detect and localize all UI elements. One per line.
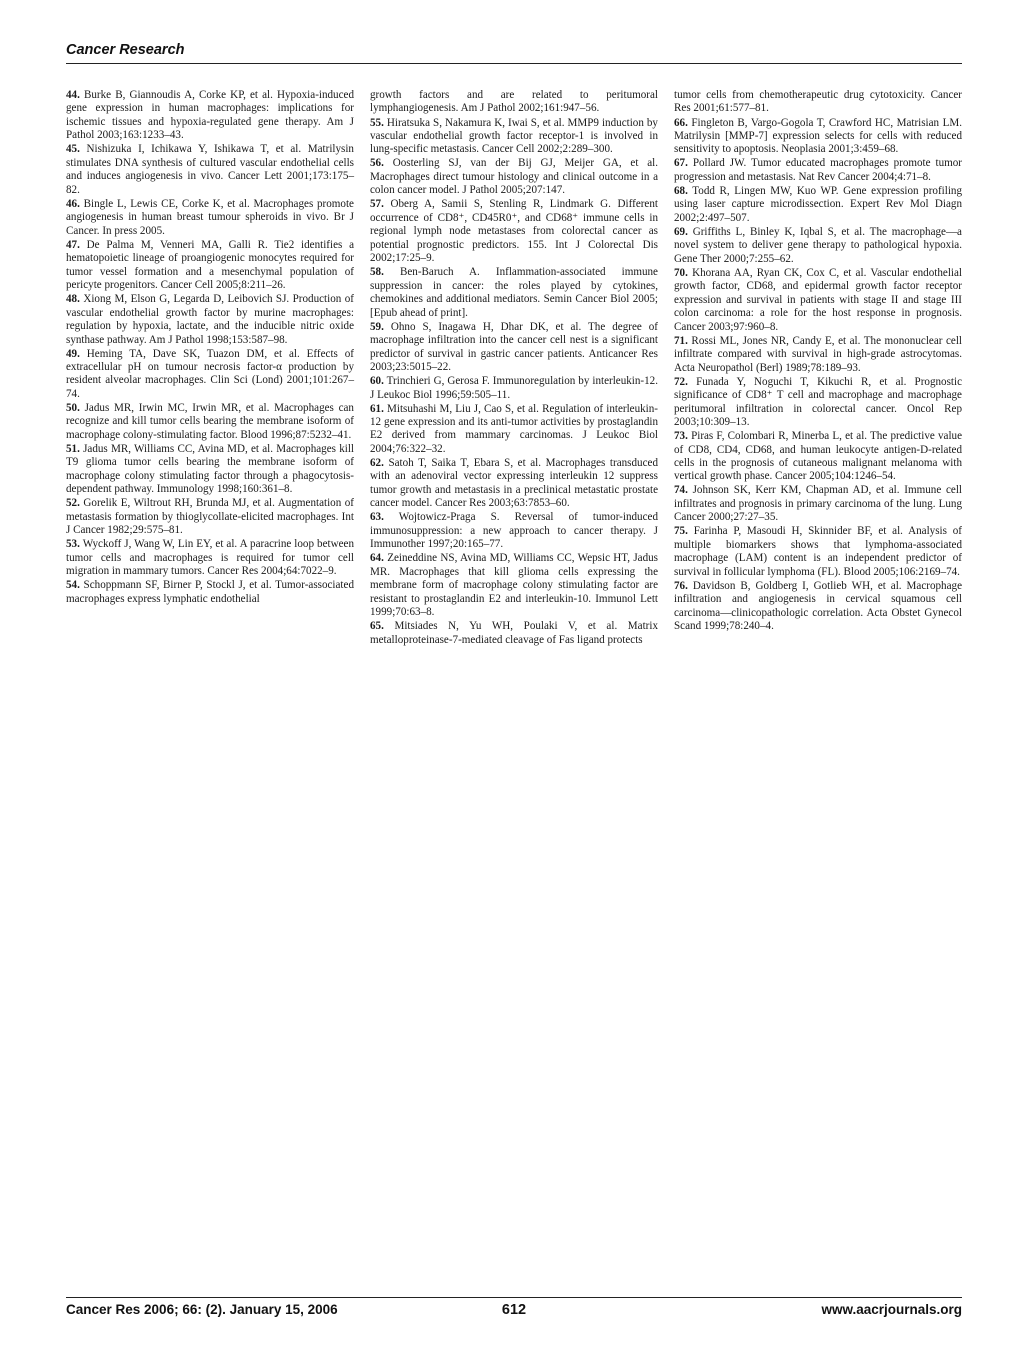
reference-text: Mitsuhashi M, Liu J, Cao S, et al. Regulation of interleukin-12 gene expression and its anti-tumor activities by prostaglandin E2 derived from mammary carcinomas. J Leukoc Biol 2004;76:322–32. [370,402,659,455]
reference-text: Khorana AA, Ryan CK, Cox C, et al. Vascular endothelial growth factor, CD68, and epidermal growth factor receptor expression and survival in patients with stage II and stage III colon carcinoma: a role for the host response in prognosis. Cancer 2003;97:960–8. [674,266,962,333]
header-rule [66,63,962,64]
reference-text: De Palma M, Venneri MA, Galli R. Tie2 identifies a hematopoietic lineage of proangiogenic monocytes required for tumor vessel formation and a mesenchymal population of pericyte progenitors. Cancer Cell 2005;8:211–26. [66,238,354,292]
reference-number: 48. [66,293,80,306]
reference-number: 44. [66,89,80,101]
reference-text: Ohno S, Inagawa H, Dhar DK, et al. The degree of macrophage infiltration into the cancer cell nest is a significant predictor of survival in gastric cancer patients. Anticancer Res 2003;23:5015–22. [370,320,658,374]
reference-number: 56. [370,157,384,170]
reference-item [370,117,658,157]
reference-item [370,157,658,197]
reference-item [370,620,658,647]
reference-item [370,511,658,551]
reference-text: Burke B, Giannoudis A, Corke KP, et al. Hypoxia-induced gene expression in human macrophages: implications for ischemic tissues and hypoxia-regulated gene therapy. Am J Pathol 2003;163:1233–43. [66,89,355,142]
reference-text: Funada Y, Noguchi T, Kikuchi R, et al. Prognostic significance of CD8⁺ T cell and macrophage and macrophage peritumoral infiltration in colorectal cancer. Oncol Rep 2003;10:309–13. [674,375,962,429]
reference-item [66,443,354,497]
reference-number: 49. [66,347,80,360]
reference-number: 65. [370,620,384,633]
reference-continuation: growth factors and are related to peritumoral lymphangiogenesis. Am J Pathol 2002;161:947–56. [370,89,658,115]
reference-item [370,375,658,402]
page-footer [66,1302,962,1322]
reference-number: 51. [66,442,80,455]
reference-number: 58. [370,266,384,279]
reference-item [66,143,354,197]
reference-item [66,293,354,347]
reference-number: 76. [674,579,688,592]
reference-item [674,335,962,375]
reference-item [66,538,354,578]
reference-text: Oberg A, Samii S, Stenling R, Lindmark G. Different occurrence of CD8⁺, CD45R0⁺, and CD68⁺ immune cells in regional lymph node metastases from colorectal cancer as potential prognostic predictors. 155. Int J Colorectal Dis 2002;17:25–9. [370,198,658,265]
reference-item [370,266,658,320]
reference-item [66,579,354,606]
reference-number: 72. [674,375,688,388]
reference-text: Schoppmann SF, Birner P, Stockl J, et al. Tumor-associated macrophages express lymphatic endothelial [66,579,354,605]
footer-url: www.aacrjournals.org [821,1302,962,1317]
reference-text: Wyckoff J, Wang W, Lin EY, et al. A paracrine loop between tumor cells and macrophages is required for tumor cell migration in mammary tumors. Cancer Res 2004;64:7022–9. [66,538,354,578]
reference-item [66,348,354,402]
reference-column-3 [674,89,962,648]
reference-number: 66. [674,116,688,129]
reference-number: 63. [370,511,384,524]
reference-item [66,239,354,293]
reference-item [66,497,354,537]
reference-number: 50. [66,401,80,414]
reference-item [674,525,962,579]
reference-number: 46. [66,197,80,210]
reference-item [66,89,354,143]
reference-text: Bingle L, Lewis CE, Corke K, et al. Macrophages promote angiogenesis in human breast tumour spheroids in vivo. Br J Cancer. In press 2005. [66,197,354,237]
reference-item [66,198,354,238]
reference-text: Trinchieri G, Gerosa F. Immunoregulation by interleukin-12. J Leukoc Biol 1996;59:505–11. [370,375,658,401]
reference-text: Johnson SK, Kerr KM, Chapman AD, et al. Immune cell infiltrates and prognosis in primary carcinoma of the lung. Lung Cancer 2000;27:27–35. [674,484,962,524]
reference-number: 47. [66,238,80,251]
reference-text: Xiong M, Elson G, Legarda D, Leibovich SJ. Production of vascular endothelial growth factor by murine macrophages: regulation by hypoxia, lactate, and the inducible nitric oxide synthase pathway. Am J Pathol 1998;153:587–98. [66,293,354,346]
reference-continuation: tumor cells from chemotherapeutic drug cytotoxicity. Cancer Res 2001;61:577–81. [674,89,962,115]
reference-text: Griffiths L, Binley K, Iqbal S, et al. The macrophage—a novel system to deliver gene therapy to pathological hypoxia. Gene Ther 2000;7:255–62. [674,225,962,265]
reference-number: 73. [674,430,688,443]
reference-text: Zeineddine NS, Avina MD, Williams CC, Wepsic HT, Jadus MR. Macrophages that kill glioma cells expressing the membrane form of macrophage colony stimulating factor are resistant to prostaglandin E2 and interleukin-10. Immunol Lett 1999;70:63–8. [370,552,658,619]
reference-item [370,198,658,265]
reference-number: 54. [66,579,80,592]
reference-number: 71. [674,334,688,347]
reference-item [66,402,354,442]
reference-text: Fingleton B, Vargo-Gogola T, Crawford HC, Matrisian LM. Matrilysin [MMP-7] expression selects for cells with reduced sensitivity to apoptosis. Neoplasia 2001;3:459–68. [674,116,962,156]
reference-text: Heming TA, Dave SK, Tuazon DM, et al. Effects of extracellular pH on tumour necrosis factor-α production by resident alveolar macrophages. Clin Sci (Lond) 2001;101:267–74. [66,347,354,400]
journal-title: Cancer Research [66,42,185,58]
reference-number: 53. [66,538,80,551]
reference-text: Todd R, Lingen MW, Kuo WP. Gene expression profiling using laser capture microdissection. Expert Rev Mol Diagn 2002;2:497–507. [674,184,963,224]
reference-text: Rossi ML, Jones NR, Candy E, et al. The mononuclear cell infiltrate compared with survival in high-grade astrocytomas. Acta Neuropathol (Berl) 1989;78:189–93. [674,334,962,374]
reference-number: 75. [674,525,688,538]
reference-number: 59. [370,320,384,333]
reference-number: 61. [370,402,384,415]
reference-item [370,321,658,375]
reference-number: 74. [674,484,688,497]
reference-text: Jadus MR, Irwin MC, Irwin MR, et al. Macrophages can recognize and kill tumor cells bearing the membrane isoform of macrophage colony-stimulating factor. Blood 1996;87:5232–41. [66,401,354,441]
reference-text: Pollard JW. Tumor educated macrophages promote tumor progression and metastasis. Nat Rev Cancer 2004;4:71–8. [674,157,962,183]
reference-number: 55. [370,116,384,129]
reference-item [674,185,962,225]
reference-text: Nishizuka I, Ichikawa Y, Ishikawa T, et al. Matrilysin stimulates DNA synthesis of cultured vascular endothelial cells and induces angiogenesis in vivo. Cancer Lett 2001;173:175–82. [66,143,354,196]
reference-column-2 [370,89,658,648]
reference-number: 45. [66,143,80,156]
reference-text: Jadus MR, Williams CC, Avina MD, et al. Macrophages kill T9 glioma tumor cells bearing the membrane isoform of macrophage colony stimulating factor through a phagocytosis-dependent pathway. Immunology 1998;160:361–8. [66,442,354,496]
reference-item [674,226,962,266]
reference-text: Piras F, Colombari R, Minerba L, et al. The predictive value of CD8, CD4, CD68, and human leukocyte antigen-D-related cells in the prognosis of cutaneous malignant melanoma with vertical growth phase. Cancer 2005;104:1246–54. [674,430,962,483]
reference-text: Wojtowicz-Praga S. Reversal of tumor-induced immunosuppression: a new approach to cancer therapy. J Immunother 1997;20:165–77. [370,511,658,551]
reference-number: 52. [66,497,80,510]
references-columns [66,89,962,648]
reference-item [674,484,962,524]
page-number: 612 [501,1302,527,1318]
reference-item [370,457,658,511]
reference-text: Farinha P, Masoudi H, Skinnider BF, et al. Analysis of multiple biomarkers shows that lymphoma-associated macrophage (LAM) content is an independent predictor of survival in follicular lymphoma (FL). Blood 2005;106:2169–74. [674,525,962,578]
reference-text: Gorelik E, Wiltrout RH, Brunda MJ, et al. Augmentation of metastasis formation by thioglycollate-elicited macrophages. Int J Cancer 1982;29:575–81. [66,497,354,537]
reference-text: Davidson B, Goldberg I, Gotlieb WH, et al. Macrophage infiltration and angiogenesis in cervical squamous cell carcinoma—clinicopathologic correlation. Acta Obstet Gynecol Scand 1999;78:240–4. [674,579,962,633]
footer-citation: Cancer Res 2006; 66: (2). January 15, 2006 [66,1302,338,1317]
reference-item [674,430,962,484]
reference-item [674,117,962,157]
reference-text: Ben-Baruch A. Inflammation-associated immune suppression in cancer: the roles played by cytokines, chemokines and additional mediators. Semin Cancer Biol 2005; [Epub ahead of print]. [370,266,658,319]
reference-number: 64. [370,552,384,565]
reference-text: Satoh T, Saika T, Ebara S, et al. Macrophages transduced with an adenoviral vector expressing interleukin 12 suppress tumor growth and metastasis in a preclinical metastatic prostate cancer model. Cancer Res 2003;63:7853–60. [370,456,658,510]
reference-item [674,157,962,184]
reference-number: 69. [674,225,688,238]
reference-number: 68. [674,184,688,197]
footer-rule [66,1297,962,1298]
reference-column-1 [66,89,354,648]
reference-number: 62. [370,456,384,469]
reference-number: 70. [674,266,688,279]
reference-item [674,580,962,634]
reference-item [674,267,962,334]
reference-text: Oosterling SJ, van der Bij GJ, Meijer GA, et al. Macrophages direct tumour histology and clinical outcome in a colon cancer model. J Pathol 2005;207:147. [370,157,658,197]
reference-item [370,403,658,457]
reference-number: 60. [370,375,384,388]
reference-number: 67. [674,157,688,170]
reference-text: Mitsiades N, Yu WH, Poulaki V, et al. Matrix metalloproteinase-7-mediated cleavage of Fas ligand protects [370,620,658,646]
reference-number: 57. [370,198,384,211]
reference-item [370,552,658,619]
reference-item [674,376,962,430]
reference-text: Hiratsuka S, Nakamura K, Iwai S, et al. MMP9 induction by vascular endothelial growth factor receptor-1 is involved in lung-specific metastasis. Cancer Cell 2002;2:289–300. [370,116,658,156]
